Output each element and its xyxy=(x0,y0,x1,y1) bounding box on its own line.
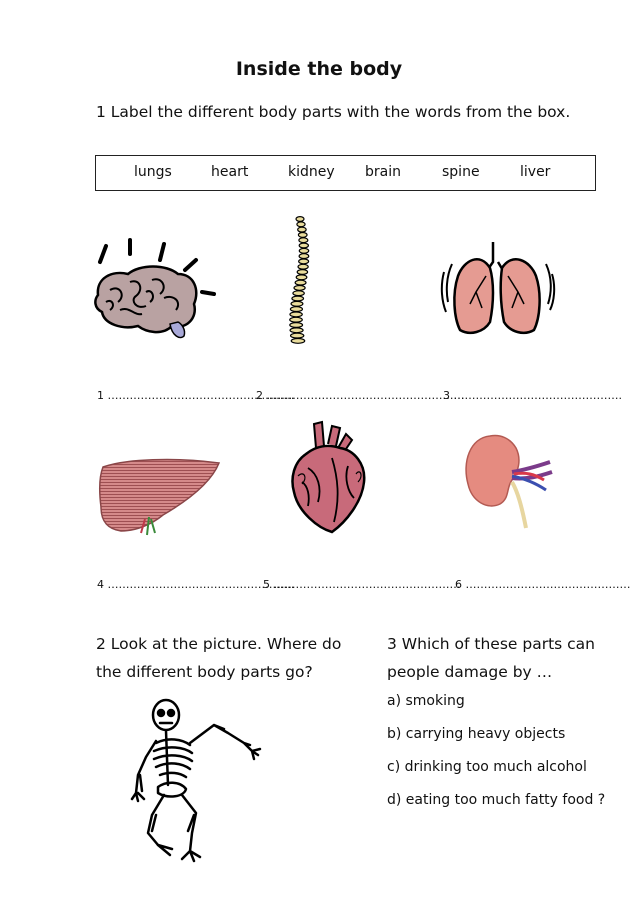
kidney-illustration xyxy=(460,432,555,532)
liver-illustration xyxy=(95,455,225,540)
blank-4[interactable]: 4 …………………………………………… xyxy=(97,578,295,591)
brain-shape xyxy=(95,267,196,333)
vertebra xyxy=(298,264,308,269)
skeleton-illustration xyxy=(128,695,268,870)
vertebra xyxy=(296,275,307,280)
question-1: 1 Label the different body parts with the words from the box. xyxy=(96,103,571,121)
vertebra xyxy=(299,238,308,243)
word-kidney: kidney xyxy=(288,164,335,180)
vertebra xyxy=(291,339,305,344)
vertebra xyxy=(297,222,305,227)
vertebra xyxy=(298,227,306,232)
blank-6[interactable]: 6 ……………………………………… xyxy=(455,578,631,591)
vertebra xyxy=(290,312,302,317)
vertebra xyxy=(291,301,303,306)
vertebra xyxy=(296,217,304,222)
word-spine: spine xyxy=(442,164,480,180)
lungs-illustration xyxy=(440,242,555,342)
word-lungs: lungs xyxy=(134,164,172,180)
page-title: Inside the body xyxy=(235,58,403,80)
blank-1[interactable]: 1 …………………………………………… xyxy=(97,389,295,402)
option-d: d) eating too much fatty food ? xyxy=(387,792,606,808)
option-b: b) carrying heavy objects xyxy=(387,726,566,742)
brain-illustration xyxy=(90,240,220,350)
vertebra xyxy=(294,286,305,291)
heart-illustration xyxy=(288,418,368,533)
word-box xyxy=(95,155,596,191)
option-c: c) drinking too much alcohol xyxy=(387,759,587,775)
vertebra xyxy=(299,259,309,264)
option-a: a) smoking xyxy=(387,693,465,709)
blank-3[interactable]: 3 ………………………………………. xyxy=(443,389,622,402)
vertebra xyxy=(290,323,303,328)
blank-5[interactable]: 5 …………………………………………… xyxy=(263,578,461,591)
vertebra xyxy=(293,291,304,296)
vertebra xyxy=(299,254,309,259)
vertebra xyxy=(297,270,307,275)
vertebra xyxy=(298,233,307,238)
vertebra xyxy=(299,243,308,248)
question-3: 3 Which of these parts can people damage by … xyxy=(387,635,595,681)
vertebra xyxy=(299,248,308,253)
vertebra xyxy=(290,317,303,322)
vertebra xyxy=(290,307,302,312)
vertebra xyxy=(290,328,303,333)
word-liver: liver xyxy=(520,164,551,180)
blank-2[interactable]: 2 ……………………………………………… xyxy=(256,389,465,402)
skull xyxy=(153,700,179,730)
question-2: 2 Look at the picture. Where do the different body parts go? xyxy=(96,635,342,681)
vertebra xyxy=(291,333,304,338)
word-heart: heart xyxy=(211,164,249,180)
word-brain: brain xyxy=(365,164,401,180)
vertebra xyxy=(292,296,304,301)
spine-illustration xyxy=(283,215,318,350)
vertebra xyxy=(295,280,306,285)
